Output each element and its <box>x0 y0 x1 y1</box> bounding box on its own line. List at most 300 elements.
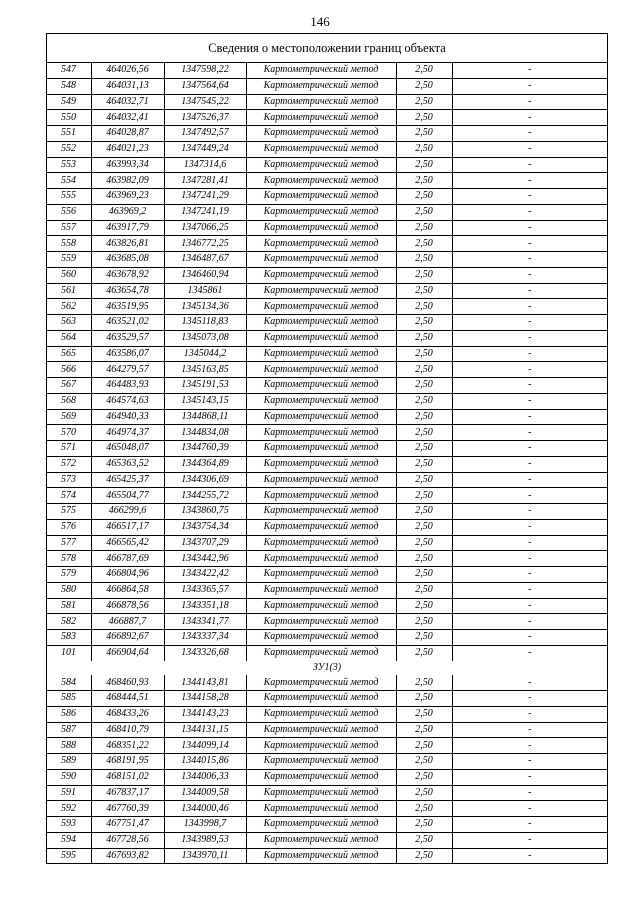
x-coordinate-cell: 463969,2 <box>91 204 164 220</box>
accuracy-cell: 2,50 <box>396 330 452 346</box>
y-coordinate-cell: 1347241,29 <box>164 189 246 205</box>
point-number-cell: 582 <box>47 614 91 630</box>
table-row[interactable] <box>47 110 607 126</box>
note-cell: - <box>452 456 607 472</box>
table-row[interactable] <box>47 393 607 409</box>
y-coordinate-cell: 1344868,11 <box>164 409 246 425</box>
x-coordinate-cell: 463917,79 <box>91 220 164 236</box>
note-cell: - <box>452 315 607 331</box>
accuracy-cell: 2,50 <box>396 722 452 738</box>
x-coordinate-cell: 464021,23 <box>91 141 164 157</box>
accuracy-cell: 2,50 <box>396 801 452 817</box>
point-number-cell: 561 <box>47 283 91 299</box>
point-number-cell: 588 <box>47 738 91 754</box>
point-number-cell: 564 <box>47 330 91 346</box>
y-coordinate-cell: 1344131,15 <box>164 722 246 738</box>
method-cell: Картометрический метод <box>246 267 396 283</box>
method-cell: Картометрический метод <box>246 817 396 833</box>
method-cell: Картометрический метод <box>246 78 396 94</box>
method-cell: Картометрический метод <box>246 315 396 331</box>
method-cell: Картометрический метод <box>246 362 396 378</box>
table-row[interactable] <box>47 691 607 707</box>
y-coordinate-cell: 1344158,28 <box>164 691 246 707</box>
accuracy-cell: 2,50 <box>396 393 452 409</box>
note-cell: - <box>452 173 607 189</box>
table-row[interactable] <box>47 299 607 315</box>
point-number-cell: 575 <box>47 504 91 520</box>
accuracy-cell: 2,50 <box>396 582 452 598</box>
point-number-cell: 559 <box>47 252 91 268</box>
method-cell: Картометрический метод <box>246 94 396 110</box>
method-cell: Картометрический метод <box>246 706 396 722</box>
point-number-cell: 581 <box>47 598 91 614</box>
note-cell: - <box>452 630 607 646</box>
y-coordinate-cell: 1343351,18 <box>164 598 246 614</box>
table-row[interactable] <box>47 738 607 754</box>
point-number-cell: 556 <box>47 204 91 220</box>
x-coordinate-cell: 466804,96 <box>91 567 164 583</box>
note-cell: - <box>452 220 607 236</box>
table-row[interactable] <box>47 236 607 252</box>
y-coordinate-cell: 1344364,89 <box>164 456 246 472</box>
table-row[interactable] <box>47 94 607 110</box>
method-cell: Картометрический метод <box>246 283 396 299</box>
point-number-cell: 585 <box>47 691 91 707</box>
note-cell: - <box>452 519 607 535</box>
accuracy-cell: 2,50 <box>396 236 452 252</box>
accuracy-cell: 2,50 <box>396 535 452 551</box>
x-coordinate-cell: 463654,78 <box>91 283 164 299</box>
method-cell: Картометрический метод <box>246 189 396 205</box>
table-row[interactable] <box>47 488 607 504</box>
note-cell: - <box>452 738 607 754</box>
table-row[interactable] <box>47 252 607 268</box>
method-cell: Картометрический метод <box>246 441 396 457</box>
table-row[interactable] <box>47 535 607 551</box>
y-coordinate-cell: 1345861 <box>164 283 246 299</box>
accuracy-cell: 2,50 <box>396 817 452 833</box>
y-coordinate-cell: 1345118,83 <box>164 315 246 331</box>
point-number-cell: 558 <box>47 236 91 252</box>
point-number-cell: 548 <box>47 78 91 94</box>
table-row[interactable] <box>47 614 607 630</box>
y-coordinate-cell: 1343341,77 <box>164 614 246 630</box>
y-coordinate-cell: 1347314,6 <box>164 157 246 173</box>
method-cell: Картометрический метод <box>246 220 396 236</box>
y-coordinate-cell: 1344143,81 <box>164 675 246 690</box>
accuracy-cell: 2,50 <box>396 675 452 690</box>
table-row[interactable] <box>47 204 607 220</box>
x-coordinate-cell: 466878,56 <box>91 598 164 614</box>
y-coordinate-cell: 1344255,72 <box>164 488 246 504</box>
table-row[interactable] <box>47 141 607 157</box>
accuracy-cell: 2,50 <box>396 299 452 315</box>
point-number-cell: 587 <box>47 722 91 738</box>
method-cell: Картометрический метод <box>246 346 396 362</box>
accuracy-cell: 2,50 <box>396 567 452 583</box>
method-cell: Картометрический метод <box>246 173 396 189</box>
point-number-cell: 583 <box>47 630 91 646</box>
table-row[interactable] <box>47 785 607 801</box>
method-cell: Картометрический метод <box>246 519 396 535</box>
y-coordinate-cell: 1345134,36 <box>164 299 246 315</box>
accuracy-cell: 2,50 <box>396 189 452 205</box>
note-cell: - <box>452 330 607 346</box>
method-cell: Картометрический метод <box>246 848 396 863</box>
accuracy-cell: 2,50 <box>396 283 452 299</box>
method-cell: Картометрический метод <box>246 472 396 488</box>
accuracy-cell: 2,50 <box>396 362 452 378</box>
x-coordinate-cell: 466892,67 <box>91 630 164 646</box>
method-cell: Картометрический метод <box>246 832 396 848</box>
note-cell: - <box>452 141 607 157</box>
accuracy-cell: 2,50 <box>396 614 452 630</box>
y-coordinate-cell: 1345143,15 <box>164 393 246 409</box>
accuracy-cell: 2,50 <box>396 769 452 785</box>
accuracy-cell: 2,50 <box>396 598 452 614</box>
point-number-cell: 571 <box>47 441 91 457</box>
note-cell: - <box>452 252 607 268</box>
accuracy-cell: 2,50 <box>396 110 452 126</box>
note-cell: - <box>452 582 607 598</box>
table-row[interactable] <box>47 409 607 425</box>
note-cell: - <box>452 346 607 362</box>
point-number-cell: 577 <box>47 535 91 551</box>
table-row[interactable] <box>47 504 607 520</box>
note-cell: - <box>452 78 607 94</box>
x-coordinate-cell: 468444,51 <box>91 691 164 707</box>
subheading-label: ЗУ1(3) <box>312 661 342 673</box>
table-row[interactable] <box>47 330 607 346</box>
x-coordinate-cell: 463969,23 <box>91 189 164 205</box>
method-cell: Картометрический метод <box>246 157 396 173</box>
table-row[interactable] <box>47 315 607 331</box>
note-cell: - <box>452 535 607 551</box>
accuracy-cell: 2,50 <box>396 78 452 94</box>
method-cell: Картометрический метод <box>246 535 396 551</box>
table-row[interactable] <box>47 173 607 189</box>
accuracy-cell: 2,50 <box>396 346 452 362</box>
x-coordinate-cell: 466565,42 <box>91 535 164 551</box>
accuracy-cell: 2,50 <box>396 472 452 488</box>
accuracy-cell: 2,50 <box>396 409 452 425</box>
accuracy-cell: 2,50 <box>396 94 452 110</box>
y-coordinate-cell: 1344143,23 <box>164 706 246 722</box>
note-cell: - <box>452 425 607 441</box>
method-cell: Картометрический метод <box>246 598 396 614</box>
note-cell: - <box>452 488 607 504</box>
x-coordinate-cell: 465363,52 <box>91 456 164 472</box>
y-coordinate-cell: 1346487,67 <box>164 252 246 268</box>
method-cell: Картометрический метод <box>246 504 396 520</box>
y-coordinate-cell: 1343707,29 <box>164 535 246 551</box>
method-cell: Картометрический метод <box>246 425 396 441</box>
note-cell: - <box>452 94 607 110</box>
accuracy-cell: 2,50 <box>396 157 452 173</box>
accuracy-cell: 2,50 <box>396 141 452 157</box>
point-number-cell: 573 <box>47 472 91 488</box>
table-row[interactable] <box>47 267 607 283</box>
method-cell: Картометрический метод <box>246 378 396 394</box>
table-row[interactable] <box>47 817 607 833</box>
table-row[interactable] <box>47 126 607 142</box>
note-cell: - <box>452 283 607 299</box>
table-row[interactable] <box>47 598 607 614</box>
x-coordinate-cell: 465425,37 <box>91 472 164 488</box>
accuracy-cell: 2,50 <box>396 754 452 770</box>
x-coordinate-cell: 466299,6 <box>91 504 164 520</box>
point-number-cell: 589 <box>47 754 91 770</box>
coordinates-table <box>47 63 607 863</box>
note-cell: - <box>452 110 607 126</box>
note-cell: - <box>452 393 607 409</box>
note-cell: - <box>452 817 607 833</box>
accuracy-cell: 2,50 <box>396 706 452 722</box>
table-row[interactable] <box>47 645 607 660</box>
x-coordinate-cell: 463529,57 <box>91 330 164 346</box>
method-cell: Картометрический метод <box>246 801 396 817</box>
section-title: Сведения о местоположении границ объекта <box>47 34 607 63</box>
coordinates-rows-zu1-3 <box>47 675 607 863</box>
accuracy-cell: 2,50 <box>396 441 452 457</box>
point-number-cell: 574 <box>47 488 91 504</box>
note-cell: - <box>452 504 607 520</box>
boundary-table-sheet <box>46 33 608 864</box>
table-row[interactable] <box>47 346 607 362</box>
x-coordinate-cell: 463993,34 <box>91 157 164 173</box>
method-cell: Картометрический метод <box>246 141 396 157</box>
x-coordinate-cell: 463685,08 <box>91 252 164 268</box>
y-coordinate-cell: 1345191,53 <box>164 378 246 394</box>
table-row[interactable] <box>47 157 607 173</box>
method-cell: Картометрический метод <box>246 567 396 583</box>
point-number-cell: 550 <box>47 110 91 126</box>
point-number-cell: 568 <box>47 393 91 409</box>
point-number-cell: 566 <box>47 362 91 378</box>
point-number-cell: 565 <box>47 346 91 362</box>
y-coordinate-cell: 1347598,22 <box>164 63 246 78</box>
y-coordinate-cell: 1344834,08 <box>164 425 246 441</box>
table-row[interactable] <box>47 567 607 583</box>
y-coordinate-cell: 1344015,86 <box>164 754 246 770</box>
table-row[interactable] <box>47 722 607 738</box>
y-coordinate-cell: 1347449,24 <box>164 141 246 157</box>
x-coordinate-cell: 468433,26 <box>91 706 164 722</box>
method-cell: Картометрический метод <box>246 645 396 660</box>
point-number-cell: 549 <box>47 94 91 110</box>
x-coordinate-cell: 466887,7 <box>91 614 164 630</box>
point-number-cell: 563 <box>47 315 91 331</box>
x-coordinate-cell: 467751,47 <box>91 817 164 833</box>
y-coordinate-cell: 1347526,37 <box>164 110 246 126</box>
note-cell: - <box>528 647 532 659</box>
table-row[interactable] <box>47 519 607 535</box>
table-row[interactable] <box>47 63 607 78</box>
x-coordinate-cell: 465048,07 <box>91 441 164 457</box>
table-row[interactable] <box>47 582 607 598</box>
x-coordinate-cell: 464028,87 <box>91 126 164 142</box>
point-number-cell: 576 <box>47 519 91 535</box>
method-cell: Картометрический метод <box>246 785 396 801</box>
y-coordinate-cell: 1345044,2 <box>164 346 246 362</box>
point-number-cell: 562 <box>47 299 91 315</box>
table-row[interactable] <box>47 769 607 785</box>
point-number-cell: 570 <box>47 425 91 441</box>
y-coordinate-cell: 1344006,33 <box>164 769 246 785</box>
method-cell: Картометрический метод <box>246 409 396 425</box>
x-coordinate-cell: 468151,02 <box>91 769 164 785</box>
x-coordinate-cell: 463678,92 <box>91 267 164 283</box>
y-coordinate-cell: 1346460,94 <box>164 267 246 283</box>
note-cell: - <box>452 299 607 315</box>
point-number-cell: 579 <box>47 567 91 583</box>
note-cell: - <box>452 754 607 770</box>
note-cell: - <box>452 441 607 457</box>
point-number-cell: 593 <box>47 817 91 833</box>
note-cell: - <box>452 126 607 142</box>
table-row[interactable] <box>47 78 607 94</box>
x-coordinate-cell: 467693,82 <box>91 848 164 863</box>
accuracy-cell: 2,50 <box>396 630 452 646</box>
table-row[interactable] <box>47 283 607 299</box>
point-number-cell: 551 <box>47 126 91 142</box>
y-coordinate-cell: 1346772,25 <box>164 236 246 252</box>
method-cell: Картометрический метод <box>246 754 396 770</box>
note-cell: - <box>452 801 607 817</box>
note-cell: - <box>452 236 607 252</box>
method-cell: Картометрический метод <box>246 582 396 598</box>
x-coordinate-cell: 464574,63 <box>91 393 164 409</box>
y-coordinate-cell: 1344760,39 <box>164 441 246 457</box>
table-row[interactable] <box>47 675 607 690</box>
subheading-row-group <box>47 661 607 676</box>
table-row[interactable] <box>47 425 607 441</box>
point-number-cell: 572 <box>47 456 91 472</box>
table-row[interactable] <box>47 832 607 848</box>
note-cell: - <box>452 598 607 614</box>
x-coordinate-cell: 468460,93 <box>91 675 164 690</box>
x-coordinate-cell: 467760,39 <box>91 801 164 817</box>
method-cell: Картометрический метод <box>246 722 396 738</box>
x-coordinate-cell: 463982,09 <box>91 173 164 189</box>
x-coordinate-cell: 468410,79 <box>91 722 164 738</box>
table-row[interactable] <box>47 441 607 457</box>
method-cell: Картометрический метод <box>246 675 396 690</box>
y-coordinate-cell: 1343442,96 <box>164 551 246 567</box>
coordinates-rows <box>47 63 607 661</box>
table-row[interactable] <box>47 754 607 770</box>
method-cell: Картометрический метод <box>246 126 396 142</box>
y-coordinate-cell: 1344099,14 <box>164 738 246 754</box>
accuracy-cell: 2,50 <box>396 785 452 801</box>
point-number-cell: 590 <box>47 769 91 785</box>
method-cell: Картометрический метод <box>246 691 396 707</box>
y-coordinate-cell: 1345163,85 <box>164 362 246 378</box>
point-number-cell: 586 <box>47 706 91 722</box>
x-coordinate-cell: 464032,41 <box>91 110 164 126</box>
accuracy-cell: 2,50 <box>396 645 452 660</box>
x-coordinate-cell: 468191,95 <box>91 754 164 770</box>
method-cell: Картометрический метод <box>246 393 396 409</box>
note-cell: - <box>528 849 532 861</box>
x-coordinate-cell: 464974,37 <box>91 425 164 441</box>
x-coordinate-cell: 464279,57 <box>91 362 164 378</box>
y-coordinate-cell: 1345073,08 <box>164 330 246 346</box>
accuracy-cell: 2,50 <box>396 315 452 331</box>
point-number-cell: 584 <box>47 675 91 690</box>
x-coordinate-cell: 466864,58 <box>91 582 164 598</box>
note-cell: - <box>452 675 607 690</box>
y-coordinate-cell: 1347281,41 <box>164 173 246 189</box>
accuracy-cell: 2,50 <box>396 267 452 283</box>
table-row[interactable] <box>47 848 607 863</box>
point-number-cell: 554 <box>47 173 91 189</box>
table-row[interactable] <box>47 472 607 488</box>
y-coordinate-cell: 1343970,11 <box>164 848 246 863</box>
y-coordinate-cell: 1343326,68 <box>164 645 246 660</box>
accuracy-cell: 2,50 <box>396 848 452 863</box>
x-coordinate-cell: 463521,02 <box>91 315 164 331</box>
method-cell: Картометрический метод <box>246 252 396 268</box>
method-cell: Картометрический метод <box>246 488 396 504</box>
accuracy-cell: 2,50 <box>396 204 452 220</box>
table-row[interactable] <box>47 378 607 394</box>
note-cell: - <box>452 157 607 173</box>
table-row[interactable] <box>47 630 607 646</box>
note-cell: - <box>452 63 607 78</box>
y-coordinate-cell: 1343337,34 <box>164 630 246 646</box>
note-cell: - <box>452 567 607 583</box>
note-cell: - <box>452 785 607 801</box>
accuracy-cell: 2,50 <box>396 832 452 848</box>
table-row[interactable] <box>47 362 607 378</box>
method-cell: Картометрический метод <box>246 299 396 315</box>
accuracy-cell: 2,50 <box>396 252 452 268</box>
method-cell: Картометрический метод <box>246 614 396 630</box>
table-row[interactable] <box>47 456 607 472</box>
page-number: 146 <box>310 14 330 29</box>
y-coordinate-cell: 1347241,19 <box>164 204 246 220</box>
x-coordinate-cell: 464940,33 <box>91 409 164 425</box>
table-row[interactable] <box>47 706 607 722</box>
table-row[interactable] <box>47 801 607 817</box>
table-row[interactable] <box>47 551 607 567</box>
table-row[interactable] <box>47 189 607 205</box>
note-cell: - <box>452 769 607 785</box>
table-row[interactable] <box>47 220 607 236</box>
accuracy-cell: 2,50 <box>396 126 452 142</box>
accuracy-cell: 2,50 <box>396 378 452 394</box>
note-cell: - <box>452 409 607 425</box>
accuracy-cell: 2,50 <box>396 488 452 504</box>
y-coordinate-cell: 1344000,46 <box>164 801 246 817</box>
y-coordinate-cell: 1343998,7 <box>164 817 246 833</box>
point-number-cell: 591 <box>47 785 91 801</box>
accuracy-cell: 2,50 <box>396 519 452 535</box>
x-coordinate-cell: 464032,71 <box>91 94 164 110</box>
y-coordinate-cell: 1347492,57 <box>164 126 246 142</box>
x-coordinate-cell: 464026,56 <box>91 63 164 78</box>
x-coordinate-cell: 463586,07 <box>91 346 164 362</box>
accuracy-cell: 2,50 <box>396 63 452 78</box>
accuracy-cell: 2,50 <box>396 691 452 707</box>
x-coordinate-cell: 466517,17 <box>91 519 164 535</box>
y-coordinate-cell: 1343422,42 <box>164 567 246 583</box>
x-coordinate-cell: 463826,81 <box>91 236 164 252</box>
method-cell: Картометрический метод <box>246 330 396 346</box>
point-number-cell: 547 <box>47 63 91 78</box>
subheading-row <box>47 661 607 676</box>
